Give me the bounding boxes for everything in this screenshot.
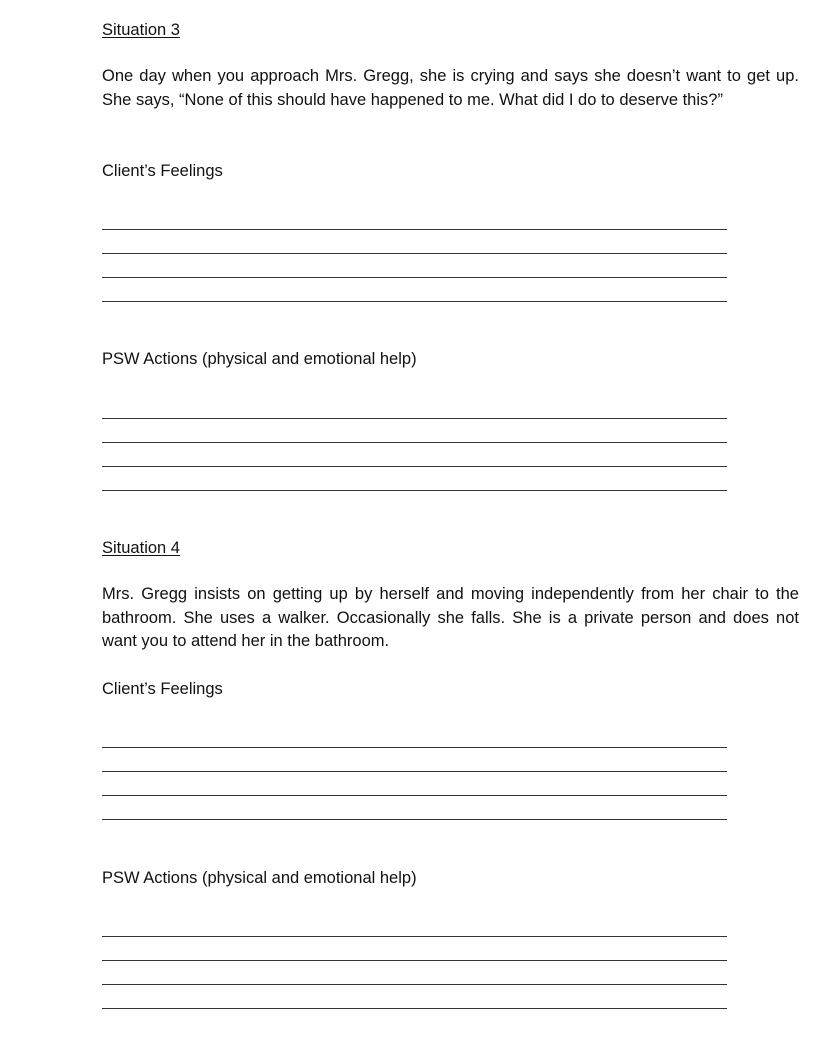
situation-3-actions-label: PSW Actions (physical and emotional help)	[102, 350, 417, 368]
answer-line[interactable]	[102, 254, 727, 278]
answer-line[interactable]	[102, 230, 727, 254]
answer-line[interactable]	[102, 278, 727, 302]
situation-4-heading: Situation 4	[102, 539, 180, 557]
situation-4-feelings-label: Client’s Feelings	[102, 680, 223, 698]
situation-4-actions-lines	[102, 913, 727, 1009]
situation-3-feelings-lines	[102, 206, 727, 302]
situation-3-description: One day when you approach Mrs. Gregg, she is crying and says she doesn’t want to get up. She says, “None of this should have happened to me. What did I do to deserve this?”	[102, 67, 799, 109]
answer-line[interactable]	[102, 913, 727, 937]
answer-line[interactable]	[102, 395, 727, 419]
answer-line[interactable]	[102, 937, 727, 961]
answer-line[interactable]	[102, 985, 727, 1009]
answer-line[interactable]	[102, 772, 727, 796]
situation-3-feelings-label: Client’s Feelings	[102, 162, 223, 180]
situation-4-actions-label: PSW Actions (physical and emotional help)	[102, 869, 417, 887]
answer-line[interactable]	[102, 724, 727, 748]
situation-3-heading: Situation 3	[102, 21, 180, 39]
situation-4-feelings-lines	[102, 724, 727, 820]
answer-line[interactable]	[102, 206, 727, 230]
answer-line[interactable]	[102, 796, 727, 820]
answer-line[interactable]	[102, 419, 727, 443]
situation-4-description: Mrs. Gregg insists on getting up by herself and moving independently from her chair to the bathroom. She uses a walker. Occasionally she falls. She is a private person and does not want you to attend her in the bathroom.	[102, 585, 799, 650]
answer-line[interactable]	[102, 748, 727, 772]
answer-line[interactable]	[102, 443, 727, 467]
situation-3-actions-lines	[102, 395, 727, 491]
answer-line[interactable]	[102, 467, 727, 491]
answer-line[interactable]	[102, 961, 727, 985]
